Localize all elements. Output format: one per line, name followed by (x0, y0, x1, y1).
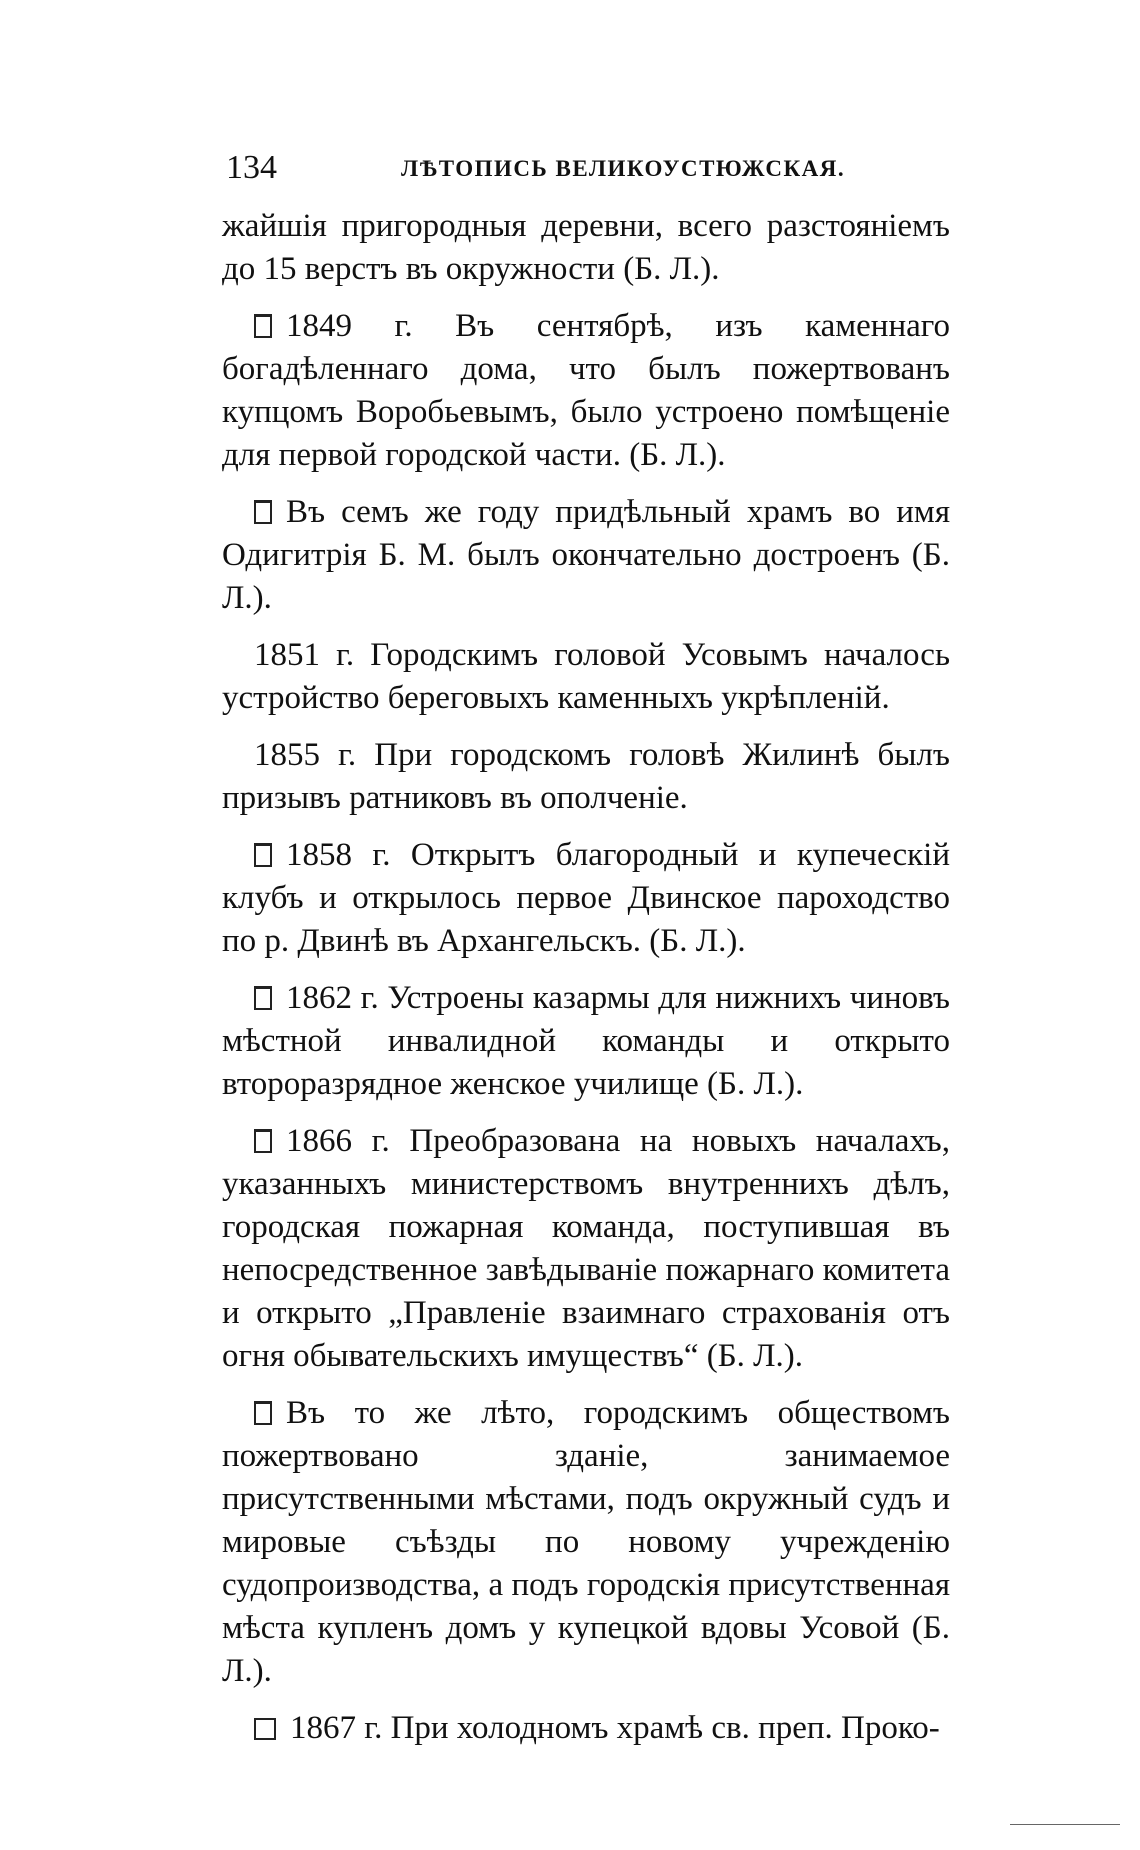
paragraph-text: 1862 г. Устроены казармы для нижнихъ чиновъ мѣстной инвалидной команды и открыто второразрядное женское училище (Б. Л.). (222, 980, 950, 1102)
paragraph-text: Въ семъ же году придѣльный храмъ во имя Одигитрія Б. М. былъ окончательно достроенъ (Б. Л.). (222, 494, 950, 616)
paragraph (222, 734, 950, 820)
paragraph-text: 1858 г. Открытъ благородный и купеческій клубъ и открылось первое Двинское пароходство по р. Двинѣ въ Архангельскъ. (Б. Л.). (222, 837, 950, 959)
paragraph-text: Въ то же лѣто, городскимъ обществомъ пожертвовано зданіе, занимаемое присутственными мѣстами, подъ окружный судъ и мировые съѣзды по новому учрежденію судопроизводства, а подъ городскія присутственная мѣста купленъ домъ у купецкой вдовы Усовой (Б. Л.). (222, 1395, 950, 1689)
page-number: 134 (226, 149, 277, 186)
footer-rule (1010, 1824, 1120, 1825)
paragraph-text: 1851 г. Городскимъ головой Усовымъ началось устройство береговыхъ каменныхъ укрѣпленій. (222, 637, 950, 716)
bracket-marker-icon (254, 1129, 272, 1153)
paragraph (222, 634, 950, 720)
paragraph (222, 1392, 950, 1693)
paragraph (222, 1120, 950, 1378)
paragraph (222, 305, 950, 477)
paragraph (222, 491, 950, 620)
paragraph (222, 1707, 950, 1750)
page-header (226, 148, 948, 188)
paragraph (222, 977, 950, 1106)
paragraph-text: 1855 г. При городскомъ головѣ Жилинѣ былъ призывъ ратниковъ въ ополченіе. (222, 737, 950, 816)
paragraph (222, 834, 950, 963)
paragraph (222, 205, 950, 291)
bracket-marker-icon (254, 843, 272, 867)
main-text (222, 205, 950, 1764)
paragraph-text: 1866 г. Преобразована на новыхъ началахъ, указанныхъ министерствомъ внутреннихъ дѣлъ, городская пожарная команда, поступившая въ непосредственное завѣдываніе пожарнаго комитета и открыто „Правленіе взаимнаго страхованія отъ огня обывательскихъ имуществъ“ (Б. Л.). (222, 1123, 950, 1374)
bracket-marker-icon (254, 500, 272, 524)
bracket-marker-icon (254, 986, 272, 1010)
paragraph-text: 1867 г. При холодномъ храмѣ св. преп. Проко- (290, 1710, 940, 1746)
bracket-marker-icon (254, 1401, 272, 1425)
bracket-marker-icon (254, 314, 272, 338)
square-marker-icon (254, 1718, 276, 1740)
paragraph-text: 1849 г. Въ сентябрѣ, изъ каменнаго богадѣленнаго дома, что былъ пожертвованъ купцомъ Воробьевымъ, было устроено помѣщеніе для первой городской части. (Б. Л.). (222, 308, 950, 473)
running-title: ЛѢТОПИСЬ ВЕЛИКОУСТЮЖСКАЯ. (401, 156, 846, 181)
paragraph-text: жайшія пригородныя деревни, всего разстояніемъ до 15 верстъ въ окружности (Б. Л.). (222, 208, 950, 287)
